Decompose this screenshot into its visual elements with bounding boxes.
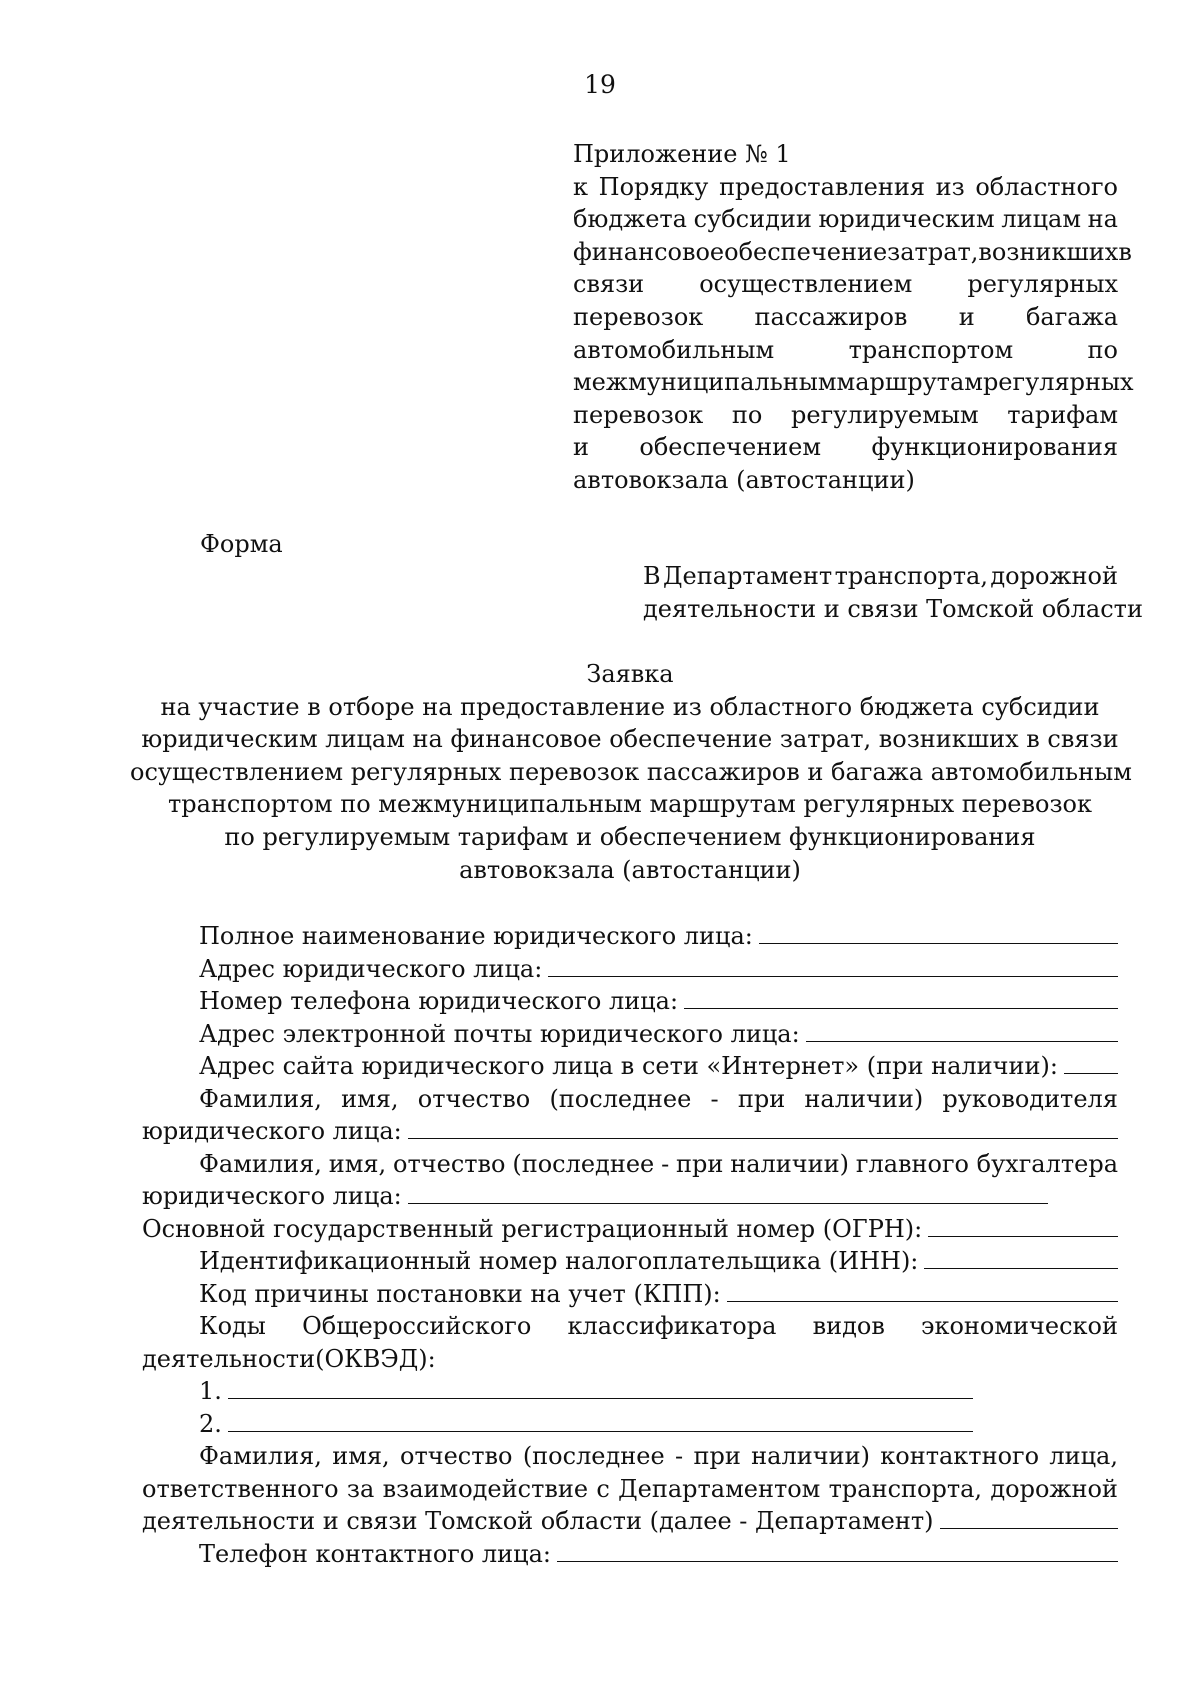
contact-name-blank[interactable] — [940, 1506, 1118, 1529]
word: имя, — [328, 1149, 387, 1178]
word: за — [346, 1474, 375, 1503]
word: бюджета — [573, 205, 687, 234]
contact-name-row — [142, 1505, 1118, 1538]
inn-row — [142, 1245, 1118, 1278]
word: с — [596, 1474, 610, 1503]
ogrn-label: Основной государственный регистрационный номер (ОГРН): — [142, 1214, 923, 1243]
word: В — [643, 562, 661, 590]
word: (последнее — [522, 1442, 665, 1470]
appendix-line — [573, 203, 1118, 236]
word: при — [676, 1149, 724, 1178]
website-row — [142, 1050, 1118, 1083]
website-label: Адрес сайта юридического лица в сети «Интернет» (при наличии): — [199, 1052, 1058, 1080]
accountant-name-label-cont: юридического лица: — [142, 1182, 402, 1210]
appendix-text — [573, 171, 1134, 464]
inn-label: Идентификационный номер налогоплательщика (ИНН): — [199, 1247, 919, 1275]
word: обеспечение — [724, 237, 888, 266]
word: по — [731, 400, 763, 429]
ogrn-blank[interactable] — [928, 1214, 1118, 1237]
word: областного — [975, 172, 1118, 201]
word: Департамент — [663, 562, 833, 590]
word: к — [573, 172, 588, 201]
inn-blank[interactable] — [924, 1246, 1118, 1269]
word: Фамилия, — [199, 1149, 322, 1178]
word: предоставления — [719, 172, 925, 201]
appendix-title: Приложение № 1 — [573, 140, 791, 168]
word: по — [1087, 335, 1118, 364]
word: наличии) — [730, 1149, 850, 1178]
appendix-line — [573, 236, 1132, 269]
word: финансовое — [573, 237, 725, 266]
word: главного бухгалтера — [855, 1149, 1118, 1178]
title-line: юридическим лицам на финансовое обеспечение затрат, возникших в связи — [141, 725, 1119, 754]
word: имя, — [341, 1084, 399, 1113]
okved-item-1-label: 1. — [199, 1377, 222, 1405]
word: перевозок — [573, 302, 704, 331]
email-blank[interactable] — [806, 1019, 1118, 1042]
word: Коды — [199, 1312, 266, 1340]
full-name-blank[interactable] — [759, 921, 1118, 944]
word: межмуниципальным — [573, 368, 837, 397]
ogrn-row — [142, 1213, 1118, 1246]
word: перевозок — [573, 400, 704, 429]
word: классификатора — [567, 1312, 777, 1340]
word: маршрутам — [836, 368, 983, 397]
addressee-line-2: деятельности и связи Томской области — [643, 595, 1143, 623]
okved-row — [142, 1343, 1118, 1376]
okved-label-cont: деятельности(ОКВЭД): — [142, 1344, 436, 1373]
okved-item-1 — [142, 1375, 1118, 1408]
word: и — [958, 302, 975, 331]
appendix-last-line: автовокзала (автостанции) — [573, 465, 915, 494]
word: отчество — [400, 1442, 513, 1470]
word: Фамилия, — [199, 1084, 322, 1113]
form-fields — [142, 920, 1118, 1570]
word: функционирования — [871, 433, 1118, 462]
title-line: осуществлением регулярных перевозок пассажиров и багажа автомобильным — [130, 757, 1132, 786]
word: руководителя — [942, 1084, 1118, 1113]
word: пассажиров — [754, 302, 908, 331]
word: наличии) — [751, 1442, 870, 1470]
appendix-line — [573, 399, 1118, 432]
okved-item-2 — [142, 1408, 1118, 1441]
kpp-row — [142, 1278, 1118, 1311]
word: ответственного — [142, 1474, 339, 1503]
phone-label: Номер телефона юридического лица: — [199, 987, 679, 1015]
kpp-label: Код причины постановки на учет (КПП): — [199, 1279, 721, 1308]
okved-item-2-blank[interactable] — [228, 1409, 973, 1432]
word: (последнее — [549, 1084, 692, 1113]
word: лицам — [1001, 205, 1081, 234]
word: связи — [573, 270, 645, 299]
appendix-line — [573, 171, 1118, 204]
word: при — [737, 1084, 786, 1113]
word: лица, — [1049, 1442, 1118, 1470]
contact-phone-blank[interactable] — [557, 1539, 1118, 1562]
application-title — [130, 658, 1130, 886]
word: затрат, — [887, 237, 979, 266]
word: в — [1118, 237, 1132, 266]
word: тарифам — [1007, 400, 1118, 429]
okved-label — [142, 1310, 1118, 1343]
accountant-name-label — [142, 1148, 1118, 1181]
contact-name-label-2 — [142, 1473, 1118, 1506]
website-blank[interactable] — [1064, 1051, 1118, 1074]
word: Фамилия, — [199, 1442, 322, 1470]
title-line: по регулируемым тарифам и обеспечением функционирования — [224, 822, 1036, 851]
word: регулярных — [982, 368, 1134, 397]
head-name-label — [142, 1083, 1118, 1116]
addressee-line-1 — [643, 560, 1118, 593]
word: видов — [812, 1312, 885, 1340]
word: осуществлением — [699, 270, 913, 299]
word: багажа — [1025, 302, 1118, 331]
word: регулируемым — [791, 400, 979, 429]
title-line: транспортом по межмуниципальным маршрутам регулярных перевозок — [167, 790, 1093, 819]
word: имя, — [332, 1442, 390, 1470]
word: Общероссийского — [302, 1312, 532, 1340]
head-name-blank[interactable] — [408, 1116, 1118, 1139]
appendix-line — [573, 334, 1118, 367]
word: - — [661, 1149, 670, 1178]
word: экономической — [921, 1312, 1118, 1340]
okved-item-1-blank[interactable] — [228, 1376, 973, 1399]
phone-blank[interactable] — [684, 986, 1118, 1009]
word: регулярных — [967, 270, 1118, 299]
word: автомобильным — [573, 335, 775, 364]
word: взаимодействие — [382, 1474, 589, 1503]
contact-phone-label: Телефон контактного лица: — [199, 1539, 551, 1568]
title-line: автовокзала (автостанции) — [459, 855, 801, 884]
head-name-row — [142, 1115, 1118, 1148]
page-number: 19 — [584, 70, 616, 99]
word: и — [573, 433, 589, 462]
title-line: на участие в отборе на предоставление из областного бюджета субсидии — [160, 692, 1100, 721]
word: отчество — [417, 1084, 531, 1113]
form-label: Форма — [200, 530, 283, 558]
contact-name-label-1 — [142, 1440, 1118, 1473]
word: отчество — [393, 1149, 506, 1178]
appendix-block — [573, 138, 1134, 497]
email-row — [142, 1018, 1118, 1051]
word: на — [1087, 205, 1118, 234]
word: (последнее — [512, 1149, 655, 1178]
word: наличии) — [804, 1084, 924, 1113]
title-heading: Заявка — [586, 660, 674, 688]
word: транспортом — [848, 335, 1014, 364]
word: транспорта, — [834, 562, 988, 590]
word: дорожной — [990, 562, 1118, 590]
word: транспорта, — [828, 1474, 983, 1503]
okved-item-2-label: 2. — [199, 1409, 222, 1438]
head-name-label-cont: юридического лица: — [142, 1117, 402, 1145]
word: юридическим — [818, 205, 995, 234]
word: Департаментом — [618, 1474, 821, 1503]
appendix-line — [573, 431, 1118, 464]
full-name-row — [142, 920, 1118, 953]
address-blank[interactable] — [548, 954, 1118, 977]
word: при — [693, 1442, 741, 1470]
addressee-block — [643, 560, 1143, 626]
word: обеспечением — [639, 433, 822, 462]
full-name-label: Полное наименование юридического лица: — [199, 922, 753, 950]
address-label: Адрес юридического лица: — [199, 954, 543, 983]
word: возникших — [978, 237, 1119, 266]
appendix-line — [573, 268, 1118, 301]
contact-name-label-3: деятельности и связи Томской области (далее - Департамент) — [142, 1507, 934, 1535]
word: дорожной — [990, 1474, 1118, 1503]
kpp-blank[interactable] — [727, 1279, 1118, 1302]
word: контактного — [880, 1442, 1040, 1470]
address-row — [142, 953, 1118, 986]
email-label: Адрес электронной почты юридического лица: — [199, 1019, 800, 1048]
appendix-line — [573, 366, 1134, 399]
appendix-line — [573, 301, 1118, 334]
accountant-name-blank[interactable] — [408, 1181, 1048, 1204]
contact-phone-row — [142, 1538, 1118, 1571]
word: - — [675, 1442, 684, 1470]
word: - — [710, 1084, 719, 1113]
word: Порядку — [598, 172, 709, 201]
word: субсидии — [693, 205, 812, 234]
phone-row — [142, 985, 1118, 1018]
accountant-name-row — [142, 1180, 1118, 1213]
word: из — [935, 172, 965, 201]
